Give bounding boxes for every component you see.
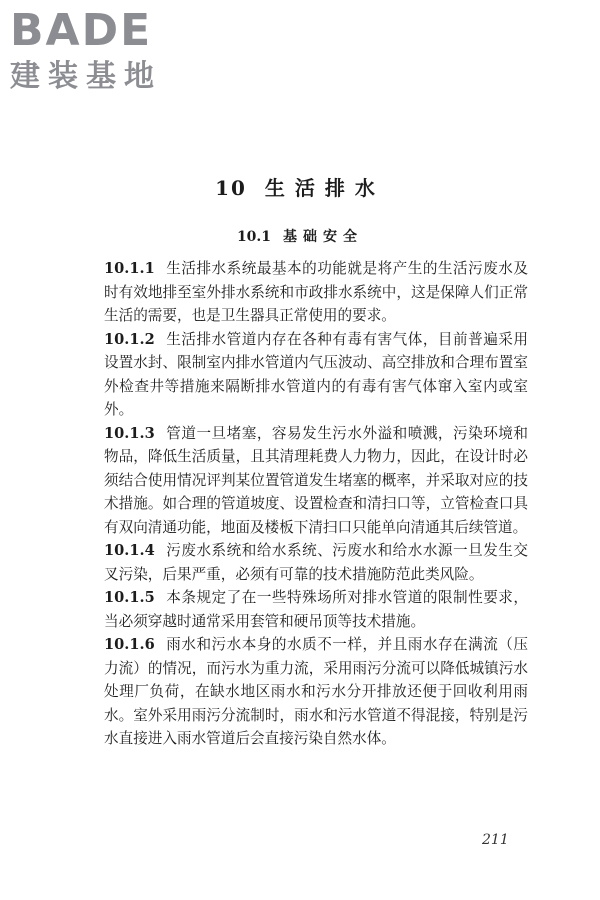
chapter-number: 10 xyxy=(215,176,247,200)
clause-paragraph xyxy=(104,539,528,586)
section-title xyxy=(0,226,600,246)
page-number: 211 xyxy=(482,832,509,848)
clause-number: 10.1.2 xyxy=(104,330,155,348)
section-number: 10.1 xyxy=(236,229,272,245)
section-name: 基础安全 xyxy=(283,229,364,245)
clause-text: 本条规定了在一些特殊场所对排水管道的限制性要求，当必须穿越时通常采用套管和硬吊顶等技术措施。 xyxy=(104,589,528,630)
clause-paragraph xyxy=(104,586,528,633)
chapter-title xyxy=(0,172,600,201)
clause-text: 污废水系统和给水系统、污废水和给水水源一旦发生交叉污染，后果严重，必须有可靠的技术措施防范此类风险。 xyxy=(104,542,528,583)
logo-subtitle: 建装基地 xyxy=(10,59,162,94)
clause-paragraph xyxy=(104,257,528,328)
logo-wordmark: BADE xyxy=(10,5,153,56)
clause-paragraph xyxy=(104,422,528,540)
chapter-name: 生活排水 xyxy=(264,176,385,200)
clause-number: 10.1.6 xyxy=(104,636,155,653)
clause-text: 生活排水系统最基本的功能就是将产生的生活污废水及时有效地排至室外排水系统和市政排水系统中，这是保障人们正常生活的需要，也是卫生器具正常使用的要求。 xyxy=(104,260,528,324)
clause-number: 10.1.5 xyxy=(104,589,155,606)
clause-text: 管道一旦堵塞，容易发生污水外溢和喷溅，污染环境和物品，降低生活质量，且其清理耗费人力物力，因此，在设计时必须结合使用情况评判某位置管道发生堵塞的概率，并采取对应的技术措施。如合理的管道坡度、设置检查和清扫口等，立管检查口具有双向清通功能，地面及楼板下清扫口只能单向清通其后续管道。 xyxy=(104,424,528,536)
clause-number: 10.1.4 xyxy=(104,542,155,559)
clause-number: 10.1.1 xyxy=(104,260,155,277)
clause-text: 雨水和污水本身的水质不一样，并且雨水存在满流（压力流）的情况，而污水为重力流，采用雨污分流可以降低城镇污水处理厂负荷，在缺水地区雨水和污水分开排放还便于回收利用雨水。室外采用雨污分流制时，雨水和污水管道不得混接，特别是污水直接进入雨水管道后会直接污染自然水体。 xyxy=(104,636,528,747)
clause-paragraph xyxy=(104,633,528,751)
clause-paragraph xyxy=(104,328,528,422)
clause-text: 生活排水管道内存在各种有毒有害气体，目前普遍采用设置水封、限制室内排水管道内气压波动、高空排放和合理布置室外检查井等措施来隔断排水管道内的有毒有害气体窜入室内或室外。 xyxy=(104,330,528,418)
brand-logo xyxy=(10,5,180,94)
clause-list xyxy=(104,257,528,751)
clause-number: 10.1.3 xyxy=(104,424,155,442)
